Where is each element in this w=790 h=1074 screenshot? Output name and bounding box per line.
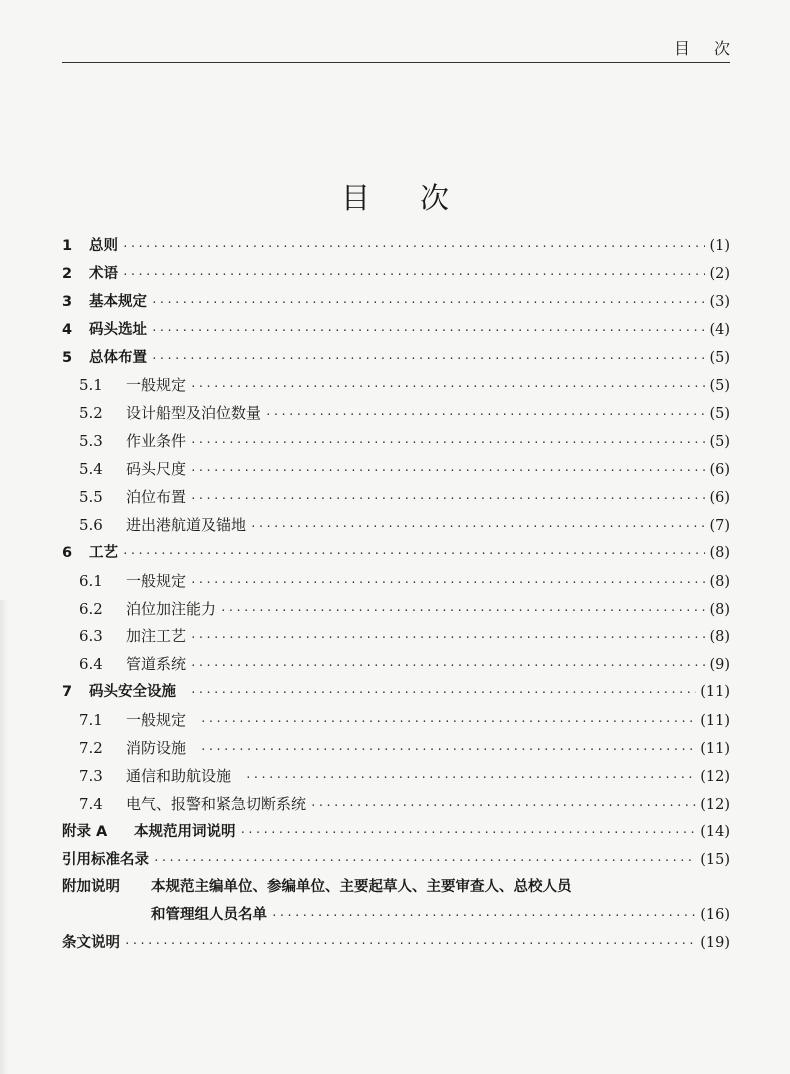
toc-entry-title: 加注工艺: [126, 627, 187, 646]
dot-leader: [190, 679, 696, 707]
dot-leader: [190, 652, 705, 680]
toc-entry-page: (11): [700, 741, 730, 758]
dot-leader: [250, 513, 705, 541]
toc-entry-section-6-4[interactable]: [62, 651, 730, 679]
toc-entry-number: 7.4: [79, 794, 103, 813]
dot-leader: [190, 569, 705, 597]
toc-entry-title: 一般规定: [126, 376, 187, 395]
dot-leader: [122, 261, 705, 289]
toc-entry-page: (19): [700, 935, 730, 952]
toc-entry-page: (6): [709, 490, 730, 507]
toc-entry-chapter-6[interactable]: [62, 540, 730, 568]
dot-leader: [190, 429, 705, 457]
toc-entry-number: 6.3: [79, 627, 103, 646]
dot-leader: [151, 317, 705, 345]
toc-entry-section-5-6[interactable]: [62, 512, 730, 540]
toc-entry-section-5-2[interactable]: [62, 400, 730, 428]
dot-leader: [190, 457, 705, 485]
toc-entry-title: 通信和助航设施: [126, 766, 232, 785]
toc-entry-page: (8): [709, 573, 730, 590]
dot-leader: [200, 736, 696, 764]
running-header-text: 目次: [673, 39, 754, 58]
toc-entry-page: (7): [709, 517, 730, 534]
page-edge-shadow: [0, 600, 8, 1074]
dot-leader: [151, 345, 705, 373]
toc-entry-section-7-2[interactable]: [62, 735, 730, 763]
toc-entry-section-5-5[interactable]: [62, 484, 730, 512]
toc-entry-chapter-2[interactable]: [62, 261, 730, 289]
toc-entry-page: (9): [709, 657, 730, 674]
toc-entry-page: (15): [700, 851, 730, 868]
toc-entry-number: 7.2: [79, 739, 103, 758]
dot-leader: [200, 708, 696, 736]
toc-entry-title: 工艺: [89, 544, 118, 561]
toc-entry-section-5-1[interactable]: [62, 372, 730, 400]
toc-entry-number: 5.6: [79, 515, 103, 534]
dot-leader: [190, 373, 705, 401]
toc-entry-section-5-3[interactable]: [62, 428, 730, 456]
toc-entry-title: 和管理组人员名单: [151, 907, 267, 924]
toc-entry-page: (11): [700, 713, 730, 730]
toc-entry-page: (8): [709, 544, 730, 561]
dot-leader: [245, 764, 696, 792]
toc-entry-title: 总则: [89, 238, 118, 254]
toc-entry-title: 基本规定: [89, 293, 147, 310]
toc-entry-number: 附录 A: [62, 823, 108, 840]
toc-entry-title: 本规范主编单位、参编单位、主要起草人、主要审查人、总校人员: [151, 879, 572, 896]
toc-entry-title: 泊位布置: [126, 488, 187, 507]
toc-entry-number: 7.3: [79, 766, 103, 785]
toc-entry-title: 管道系统: [126, 655, 187, 674]
toc-entry-page: (5): [709, 434, 730, 451]
toc-entry-chapter-4[interactable]: [62, 317, 730, 345]
toc-entry-number: 4: [62, 321, 73, 338]
page-title: 目次: [340, 181, 499, 215]
dot-leader: [122, 233, 705, 261]
toc-entry-page: (16): [700, 907, 730, 924]
dot-leader: [310, 792, 696, 820]
dot-leader: [220, 597, 705, 625]
dot-leader: [265, 401, 705, 429]
toc-entry-page: (8): [709, 629, 730, 646]
toc-entry-page: (5): [709, 378, 730, 395]
dot-leader: [122, 540, 705, 568]
toc-entry-additional-notes-cont[interactable]: [62, 902, 730, 930]
toc-entry-cited-standards[interactable]: [62, 847, 730, 875]
toc-entry-title: 本规范用词说明: [134, 823, 236, 840]
toc-entry-chapter-1[interactable]: [62, 233, 730, 261]
toc-entry-section-5-4[interactable]: [62, 456, 730, 484]
toc-entry-title: 总体布置: [89, 349, 147, 366]
dot-leader: [124, 930, 696, 958]
toc-entry-page: (11): [700, 684, 730, 701]
toc-entry-title: 一般规定: [126, 711, 187, 730]
toc-entry-number: 5.3: [79, 432, 103, 451]
toc-entry-number: 2: [62, 265, 73, 282]
toc-entry-title: 消防设施: [126, 739, 187, 758]
toc-entry-number: 6.1: [79, 571, 103, 590]
toc-entry-title: 设计船型及泊位数量: [126, 404, 262, 423]
toc-entry-number: 5.5: [79, 488, 103, 507]
toc-entry-page: (1): [709, 238, 730, 254]
dot-leader: [151, 289, 705, 317]
toc-entry-number: 1: [62, 238, 73, 254]
toc-entry-section-7-1[interactable]: [62, 707, 730, 735]
toc-entry-section-6-3[interactable]: [62, 623, 730, 651]
toc-entry-page: (4): [709, 321, 730, 338]
toc-entry-section-7-4[interactable]: [62, 791, 730, 819]
toc-entry-chapter-5[interactable]: [62, 345, 730, 373]
toc-entry-title: 作业条件: [126, 432, 187, 451]
dot-leader: [240, 819, 697, 847]
toc-entry-page: (14): [700, 823, 730, 840]
running-header: [62, 36, 754, 63]
toc-entry-page: (8): [709, 601, 730, 618]
dot-leader: [190, 624, 705, 652]
toc-entry-number: 3: [62, 293, 73, 310]
toc-entry-number: 5.2: [79, 404, 103, 423]
toc-entry-page: (12): [700, 768, 730, 785]
toc-entry-number: 5: [62, 349, 73, 366]
toc-entry-page: (3): [709, 293, 730, 310]
toc-entry-page: (12): [700, 796, 730, 813]
toc-entry-number: 5.1: [79, 376, 103, 395]
toc-entry-number: 7.1: [79, 711, 103, 730]
toc-entry-page: (5): [709, 349, 730, 366]
toc-entry-number: 6.4: [79, 655, 103, 674]
toc-entry-section-6-1[interactable]: [62, 568, 730, 596]
dot-leader: [153, 847, 696, 875]
toc-entry-chapter-7[interactable]: [62, 679, 730, 707]
toc-entry-title: 条文说明: [62, 935, 120, 952]
toc-entry-number: 7: [62, 684, 73, 701]
toc-entry-number: 附加说明: [62, 879, 120, 896]
toc-entry-title: 码头安全设施: [89, 684, 176, 701]
dot-leader: [190, 485, 705, 513]
toc-entry-page: (5): [709, 406, 730, 423]
toc-entry-title: 码头尺度: [126, 460, 187, 479]
toc-entry-appendix-a[interactable]: [62, 819, 730, 847]
toc-entry-section-6-2[interactable]: [62, 596, 730, 624]
toc-entry-chapter-3[interactable]: [62, 289, 730, 317]
toc-entry-explanation[interactable]: [62, 930, 730, 958]
toc-entry-title: 引用标准名录: [62, 851, 149, 868]
toc-entry-number: 5.4: [79, 460, 103, 479]
toc-entry-title: 一般规定: [126, 571, 187, 590]
toc-entry-title: 泊位加注能力: [126, 599, 217, 618]
toc-entry-number: 6: [62, 544, 73, 561]
dot-leader: [271, 902, 696, 930]
toc-entry-title: 电气、报警和紧急切断系统: [126, 794, 307, 813]
toc-entry-title: 进出港航道及锚地: [126, 515, 247, 534]
toc-entry-page: (6): [709, 462, 730, 479]
toc-entry-title: 码头选址: [89, 321, 147, 338]
table-of-contents: [62, 233, 730, 958]
toc-entry-number: 6.2: [79, 599, 103, 618]
toc-entry-page: (2): [709, 265, 730, 282]
toc-entry-section-7-3[interactable]: [62, 763, 730, 791]
toc-entry-title: 术语: [89, 265, 118, 282]
toc-entry-additional-notes[interactable]: [62, 874, 730, 902]
